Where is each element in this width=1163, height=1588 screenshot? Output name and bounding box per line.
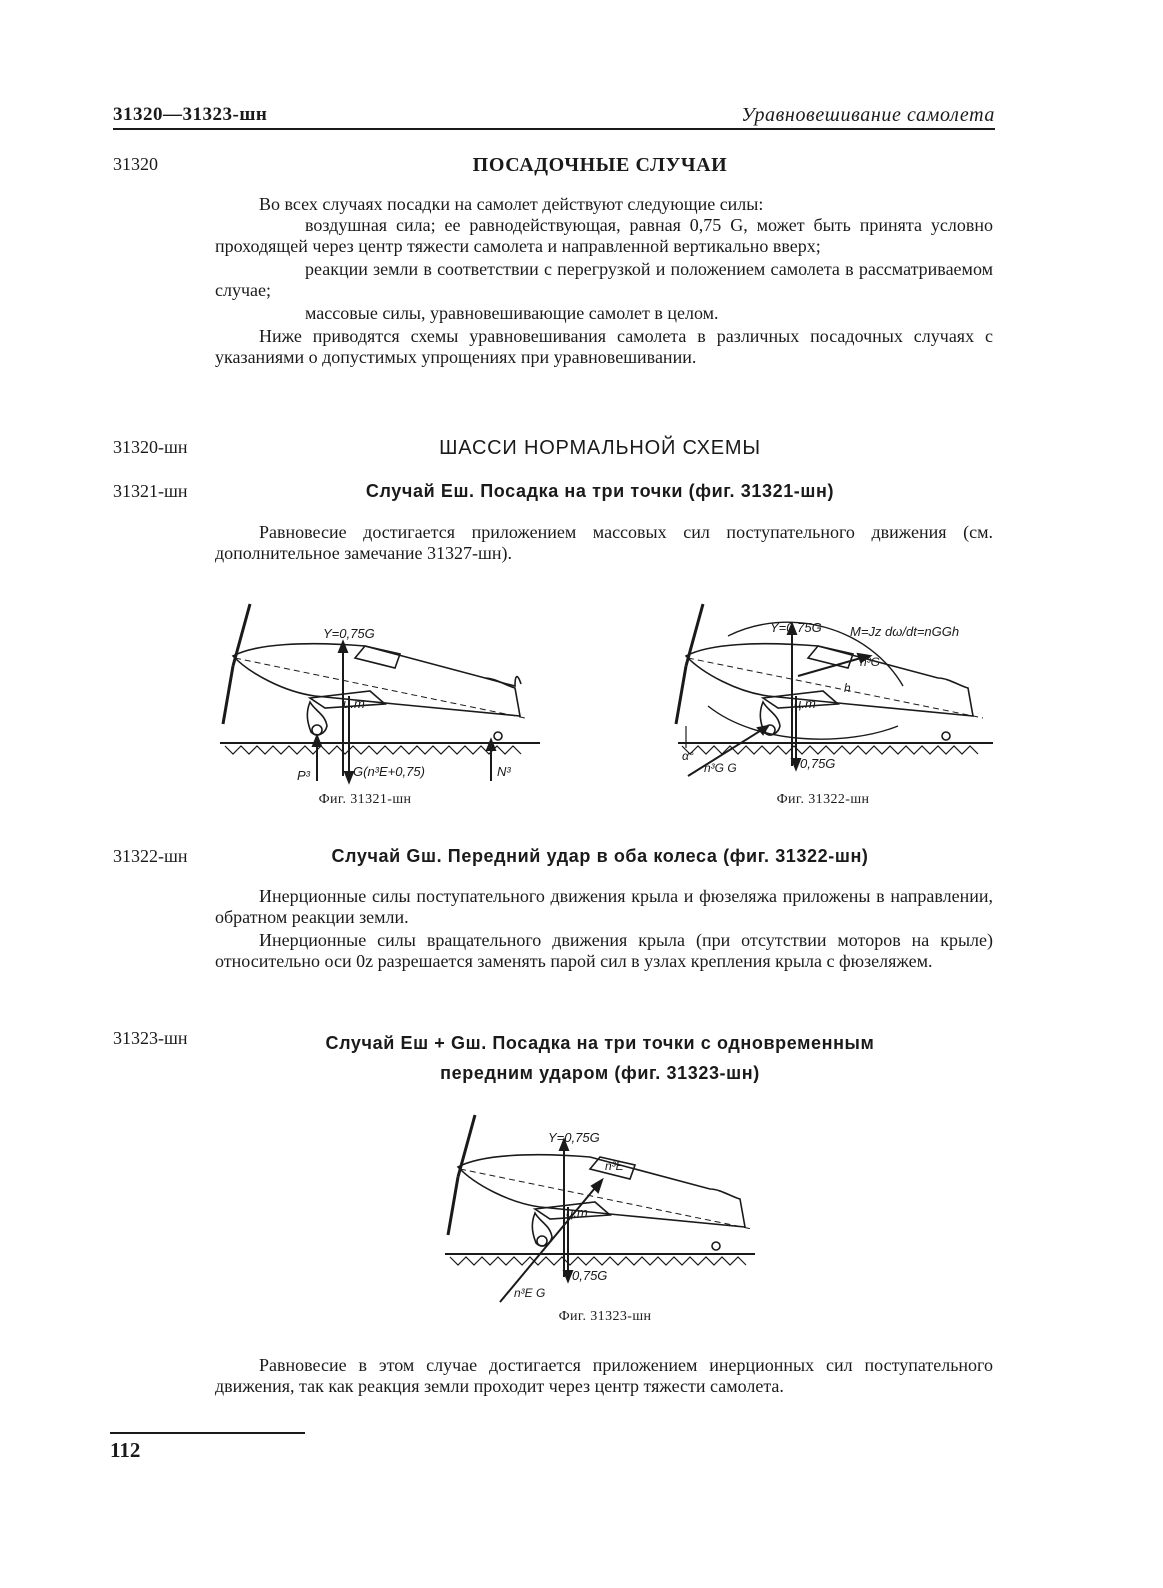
label-cg: ц.т xyxy=(566,1205,588,1220)
label-lift: Y=0,75G xyxy=(770,620,822,635)
figure-caption-31323: Фиг. 31323-шн xyxy=(558,1309,652,1324)
paragraph: Во всех случаях посадки на самолет действуют следующие силы: xyxy=(259,194,764,214)
label-p: P³ xyxy=(297,768,310,783)
paragraph: Равновесие достигается приложением массовых сил поступательного движения (см. дополнительное замечание 31327-шн). xyxy=(215,522,993,563)
section-31323-body xyxy=(215,1355,993,1397)
header-section-range: 31320—31323-шн xyxy=(113,104,268,125)
paragraph: массовые силы, уравновешивающие самолет в целом. xyxy=(305,303,719,323)
paragraph: Инерционные силы поступательного движения крыла и фюзеляжа приложены в направлении, обратном реакции земли. xyxy=(215,886,993,927)
label-g: G(n³E+0,75) xyxy=(353,764,425,779)
footer-rule xyxy=(110,1432,305,1434)
section-number-31321sh: 31321-шн xyxy=(113,481,188,501)
label-weight: 0,75G xyxy=(800,756,836,771)
section-title-case-e: Случай Eш. Посадка на три точки (фиг. 31321-шн) xyxy=(365,481,835,501)
title-line: передним ударом (фиг. 31323-шн) xyxy=(440,1063,760,1083)
label-lift: Y=0,75G xyxy=(323,626,375,641)
section-number-31323sh: 31323-шн xyxy=(113,1028,188,1048)
figure-31321-diagram xyxy=(215,596,545,796)
section-number-31320: 31320 xyxy=(113,154,158,174)
label-weight: 0,75G xyxy=(572,1268,608,1283)
figure-caption-31322: Фиг. 31322-шн xyxy=(776,792,870,807)
aircraft-silhouette xyxy=(223,604,525,740)
label-ne: n³E xyxy=(605,1159,624,1173)
figure-caption-31321: Фиг. 31321-шн xyxy=(318,792,412,807)
section-title-normal-gear: ШАССИ НОРМАЛЬНОЙ СХЕМЫ xyxy=(439,437,761,459)
label-ngG: n³G G xyxy=(704,761,737,775)
label-lift: Y=0,75G xyxy=(548,1130,600,1145)
header-rule xyxy=(113,128,995,130)
section-31322-body xyxy=(215,886,993,972)
label-ng: n³G xyxy=(860,655,881,669)
force-vectors xyxy=(313,642,495,782)
paragraph: воздушная сила; ее равнодействующая, равная 0,75 G, может быть принята условно проходящей через центр тяжести самолета и направленной вертикально вверх; xyxy=(215,215,993,256)
paragraph: Ниже приводятся схемы уравновешивания самолета в различных посадочных случаях с указаниями о допустимых упрощениях при уравновешивании. xyxy=(215,326,993,367)
section-31320-body xyxy=(215,194,993,368)
label-neG: n³E G xyxy=(514,1286,546,1300)
label-cg: ц.т xyxy=(794,696,816,711)
paragraph: Равновесие в этом случае достигается приложением инерционных сил поступательного движения, так как реакция земли проходит через центр тяжести самолета. xyxy=(215,1355,993,1396)
section-title-case-e-plus-g xyxy=(270,1028,930,1088)
section-31321-body xyxy=(215,522,993,564)
figure-31323-diagram xyxy=(440,1112,760,1312)
paragraph: реакции земли в соответствии с перегрузкой и положением самолета в рассматриваемом случае; xyxy=(215,259,993,300)
section-title-landing-cases: ПОСАДОЧНЫЕ СЛУЧАИ xyxy=(472,154,728,176)
section-title-case-g: Случай Gш. Передний удар в оба колеса (фиг. 31322-шн) xyxy=(331,846,869,866)
section-number-31322sh: 31322-шн xyxy=(113,846,188,866)
page-number: 112 xyxy=(110,1438,141,1462)
paragraph: Инерционные силы вращательного движения крыла (при отсутствии моторов на крыле) относительно оси 0z разрешается заменять парой сил в узлах крепления крыла с фюзеляжем. xyxy=(215,930,993,971)
section-number-31320sh: 31320-шн xyxy=(113,437,188,457)
label-alpha: α° xyxy=(682,749,694,763)
label-h: h xyxy=(844,681,851,695)
figure-31322-diagram xyxy=(668,596,998,796)
ground-line xyxy=(445,1254,755,1265)
label-cg: ц.т xyxy=(343,696,365,711)
label-moment: M=Jz dω/dt=nGGh xyxy=(850,624,960,639)
header-chapter-title: Уравновешивание самолета xyxy=(741,104,995,126)
label-n: N³ xyxy=(497,764,511,779)
title-line: Случай Eш + Gш. Посадка на три точки с одновременным xyxy=(325,1033,875,1053)
